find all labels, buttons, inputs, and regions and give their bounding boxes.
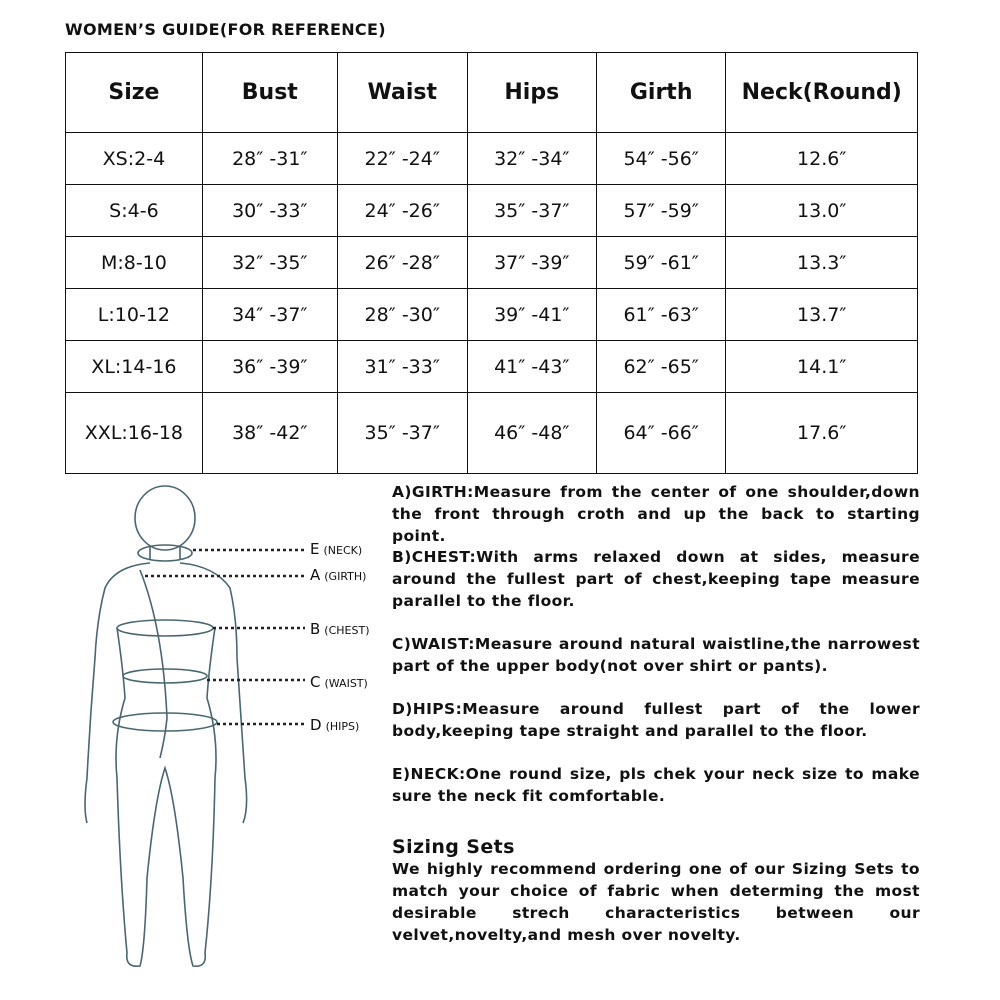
label-name: (GIRTH) [324, 570, 367, 583]
table-cell: 34″ -37″ [202, 289, 337, 341]
measurement-instruction: C)WAIST:Measure around natural waistline,the narrowest part of the upper body(not over shirt or pants). [392, 635, 920, 675]
column-header: Size [66, 53, 203, 133]
table-cell: 26″ -28″ [337, 237, 467, 289]
table-cell: 35″ -37″ [337, 393, 467, 474]
table-row [66, 237, 918, 289]
table-cell: 36″ -39″ [202, 341, 337, 393]
table-cell: 17.6″ [726, 393, 918, 474]
table-cell: 22″ -24″ [337, 133, 467, 185]
body-measurement-figure [65, 478, 385, 993]
table-cell: 61″ -63″ [596, 289, 726, 341]
table-cell: 39″ -41″ [467, 289, 596, 341]
table-cell: 28″ -31″ [202, 133, 337, 185]
table-cell: 35″ -37″ [467, 185, 596, 237]
table-cell: 62″ -65″ [596, 341, 726, 393]
label-name: (CHEST) [324, 624, 370, 637]
measurement-instruction: D)HIPS:Measure around fullest part of the lower body,keeping tape straight and parallel to the floor. [392, 700, 920, 740]
table-row [66, 289, 918, 341]
column-header: Waist [337, 53, 467, 133]
table-cell: 41″ -43″ [467, 341, 596, 393]
table-cell: 13.7″ [726, 289, 918, 341]
table-cell: 38″ -42″ [202, 393, 337, 474]
table-cell: 37″ -39″ [467, 237, 596, 289]
label-name: (NECK) [323, 544, 363, 557]
measurement-label [310, 673, 368, 691]
table-cell: XS:2-4 [66, 133, 203, 185]
column-header: Neck(Round) [726, 53, 918, 133]
table-cell: 31″ -33″ [337, 341, 467, 393]
table-row [66, 133, 918, 185]
measurement-label [310, 540, 362, 558]
label-letter: D [310, 716, 322, 734]
sizing-sets-heading: Sizing Sets [392, 836, 515, 858]
table-cell: 14.1″ [726, 341, 918, 393]
table-cell: 57″ -59″ [596, 185, 726, 237]
table-cell: XXL:16-18 [66, 393, 203, 474]
measurement-label [310, 716, 359, 734]
column-header: Hips [467, 53, 596, 133]
table-cell: 13.3″ [726, 237, 918, 289]
table-cell: L:10-12 [66, 289, 203, 341]
table-cell: 13.0″ [726, 185, 918, 237]
table-row [66, 393, 918, 474]
table-cell: XL:14-16 [66, 341, 203, 393]
table-cell: M:8-10 [66, 237, 203, 289]
measurement-instruction: B)CHEST:With arms relaxed down at sides, measure around the fullest part of chest,keeping tape measure parallel to the floor. [392, 548, 920, 610]
table-cell: 32″ -35″ [202, 237, 337, 289]
table-cell: 24″ -26″ [337, 185, 467, 237]
label-letter: C [310, 673, 321, 691]
label-letter: B [310, 620, 321, 638]
table-cell: 28″ -30″ [337, 289, 467, 341]
guide-title: WOMEN’S GUIDE(FOR REFERENCE) [65, 20, 386, 39]
table-cell: 30″ -33″ [202, 185, 337, 237]
measurement-instruction: A)GIRTH:Measure from the center of one shoulder,down the front through croth and up the back to starting point. [392, 483, 920, 545]
table-row [66, 341, 918, 393]
table-cell: 54″ -56″ [596, 133, 726, 185]
measurement-instruction: E)NECK:One round size, pls chek your neck size to make sure the neck fit comfortable. [392, 765, 920, 805]
sizing-sets-section [392, 836, 920, 946]
measurement-label [310, 620, 369, 638]
label-name: (HIPS) [325, 720, 360, 733]
size-table [65, 52, 918, 474]
table-cell: S:4-6 [66, 185, 203, 237]
table-cell: 64″ -66″ [596, 393, 726, 474]
table-cell: 12.6″ [726, 133, 918, 185]
column-header: Girth [596, 53, 726, 133]
measurement-label [310, 566, 366, 584]
sizing-sets-body: We highly recommend ordering one of our Sizing Sets to match your choice of fabric when determing the most desirable strech characteristics between our velvet,novelty,and mesh over novelty. [392, 860, 920, 944]
label-letter: A [310, 566, 321, 584]
table-row [66, 185, 918, 237]
table-cell: 32″ -34″ [467, 133, 596, 185]
label-letter: E [310, 540, 320, 558]
column-header: Bust [202, 53, 337, 133]
table-cell: 46″ -48″ [467, 393, 596, 474]
table-cell: 59″ -61″ [596, 237, 726, 289]
label-name: (WAIST) [324, 677, 368, 690]
